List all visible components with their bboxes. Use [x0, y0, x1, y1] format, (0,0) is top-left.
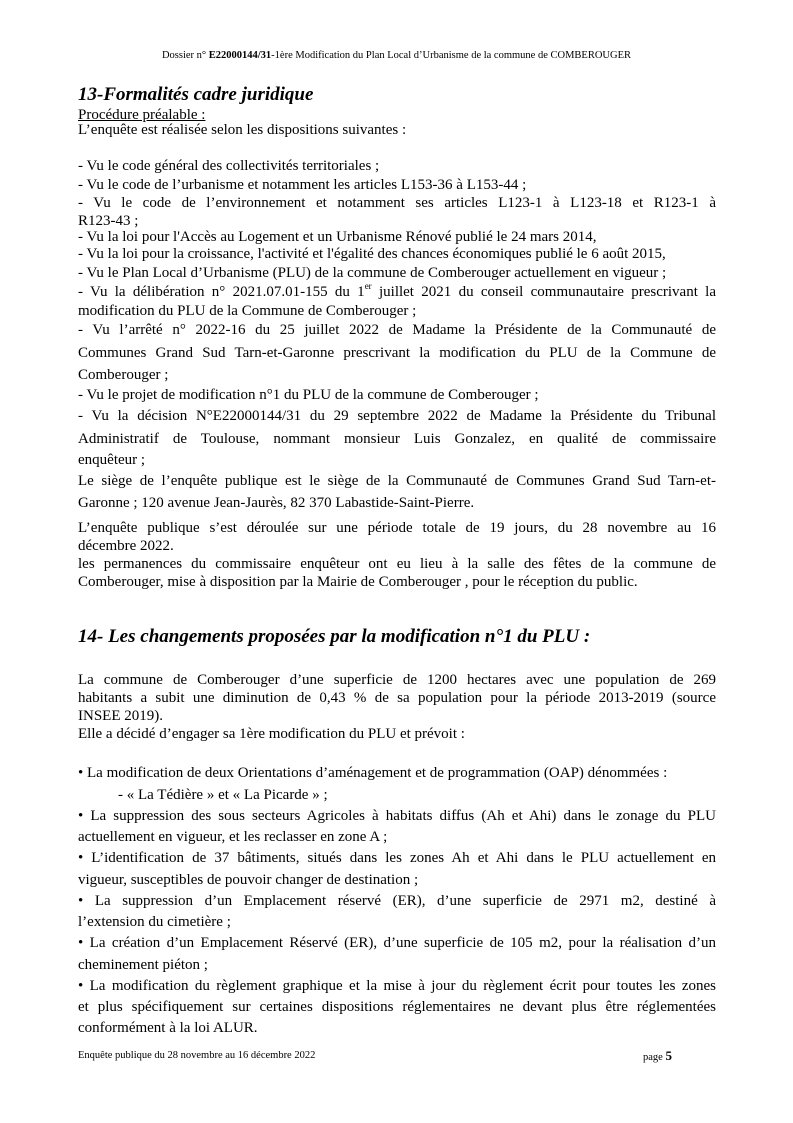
bullet-item: • La modification du règlement graphique et la mise à jour du règlement écrit pour toutes les zones [78, 978, 716, 994]
paragraph-line: habitants a subit une diminution de 0,43 % de sa population pour la période 2013-2019 (source [78, 690, 716, 706]
paragraph-line: Comberouger, mise à disposition par la Mairie de Comberouger , pour le réception du public. [78, 574, 638, 590]
list-item: R123-43 ; [78, 213, 139, 229]
bullet-item: cheminement piéton ; [78, 957, 208, 973]
page-header [0, 49, 793, 62]
bullet-item: actuellement en vigueur, et les reclasser en zone A ; [78, 829, 388, 845]
page-number [643, 1048, 672, 1064]
header-suffix: -1ère Modification du Plan Local d’Urbanisme de la commune de COMBEROUGER [271, 50, 632, 61]
deliberation-sup: er [364, 281, 372, 291]
bullet-item: • La suppression des sous secteurs Agricoles à habitats diffus (Ah et Ahi) dans le zonage du PLU [78, 808, 716, 824]
list-item-deliberation [78, 281, 716, 301]
list-item: Communes Grand Sud Tarn-et-Garonne prescrivant la modification du PLU de la Commune de [78, 345, 716, 361]
bullet-item: conformément à la loi ALUR. [78, 1020, 258, 1036]
list-item: - Vu le code de l’urbanisme et notamment les articles L153-36 à L153-44 ; [78, 177, 527, 193]
list-item: Administratif de Toulouse, nommant monsieur Luis Gonzalez, en qualité de commissaire [78, 431, 716, 447]
page-label: page [643, 1052, 666, 1063]
paragraph-line: L’enquête publique s’est déroulée sur une période totale de 19 jours, du 28 novembre au 16 [78, 520, 716, 536]
list-item: enquêteur ; [78, 452, 146, 468]
header-prefix: Dossier n° [161, 50, 209, 61]
list-item: - Vu la décision N°E22000144/31 du 29 septembre 2022 de Madame la Présidente du Tribunal [78, 408, 716, 424]
bullet-item: - « La Tédière » et « La Picarde » ; [118, 787, 328, 803]
list-item: - Vu la loi pour la croissance, l'activité et l'égalité des chances économiques publié le 6 août 2015, [78, 246, 666, 262]
page-num: 5 [665, 1048, 672, 1063]
section-13-intro: L’enquête est réalisée selon les dispositions suivantes : [78, 122, 407, 138]
list-item: - Vu le code de l’environnement et notamment ses articles L123-1 à L123-18 et R123-1 à [78, 195, 716, 211]
deliberation-text-2: juillet 2021 du conseil communautaire prescrivant la [371, 284, 716, 300]
bullet-item: • L’identification de 37 bâtiments, situés dans les zones Ah et Ahi dans le PLU actuellement en [78, 850, 716, 866]
list-item: - Vu la loi pour l'Accès au Logement et un Urbanisme Rénové publié le 24 mars 2014, [78, 229, 597, 245]
list-item: - Vu l’arrêté n° 2022-16 du 25 juillet 2022 de Madame la Présidente de la Communauté de [78, 322, 716, 338]
section-13-title: 13-Formalités cadre juridique [78, 84, 314, 105]
paragraph-line: décembre 2022. [78, 538, 174, 554]
paragraph-line: Garonne ; 120 avenue Jean-Jaurès, 82 370 Labastide-Saint-Pierre. [78, 495, 475, 511]
dossier-number: E22000144/31 [208, 50, 272, 61]
bullet-item: • La modification de deux Orientations d’aménagement et de programmation (OAP) dénommées : [78, 765, 668, 781]
paragraph-line: La commune de Comberouger d’une superficie de 1200 hectares avec une population de 269 [78, 672, 716, 688]
list-item: Comberouger ; [78, 367, 169, 383]
list-item: modification du PLU de la Commune de Comberouger ; [78, 303, 417, 319]
section-13-subtitle: Procédure préalable : [78, 107, 206, 123]
list-item: - Vu le projet de modification n°1 du PLU de la commune de Comberouger ; [78, 387, 539, 403]
paragraph-line: Elle a décidé d’engager sa 1ère modification du PLU et prévoit : [78, 726, 465, 742]
paragraph-line: INSEE 2019). [78, 708, 163, 724]
deliberation-text: - Vu la délibération n° 2021.07.01-155 du 1 [78, 284, 365, 300]
bullet-item: • La création d’un Emplacement Réservé (ER), d’une superficie de 105 m2, pour la réalisation d’un [78, 935, 716, 951]
footer-text: Enquête publique du 28 novembre au 16 décembre 2022 [78, 1050, 316, 1061]
paragraph-line: Le siège de l’enquête publique est le siège de la Communauté de Communes Grand Sud Tarn-et- [78, 473, 716, 489]
list-item: - Vu le Plan Local d’Urbanisme (PLU) de la commune de Comberouger actuellement en vigueur ; [78, 265, 667, 281]
bullet-item: l’extension du cimetière ; [78, 914, 231, 930]
bullet-item: vigueur, susceptibles de pouvoir changer de destination ; [78, 872, 419, 888]
list-item: - Vu le code général des collectivités territoriales ; [78, 158, 380, 174]
bullet-item: et plus spécifiquement sur certaines dispositions réglementaires ne devant plus être réglementées [78, 999, 716, 1015]
section-14-title: 14- Les changements proposées par la modification n°1 du PLU : [78, 626, 591, 647]
paragraph-line: les permanences du commissaire enquêteur ont eu lieu à la salle des fêtes de la commune de [78, 556, 716, 572]
bullet-item: • La suppression d’un Emplacement réservé (ER), d’une superficie de 2971 m2, destiné à [78, 893, 716, 909]
